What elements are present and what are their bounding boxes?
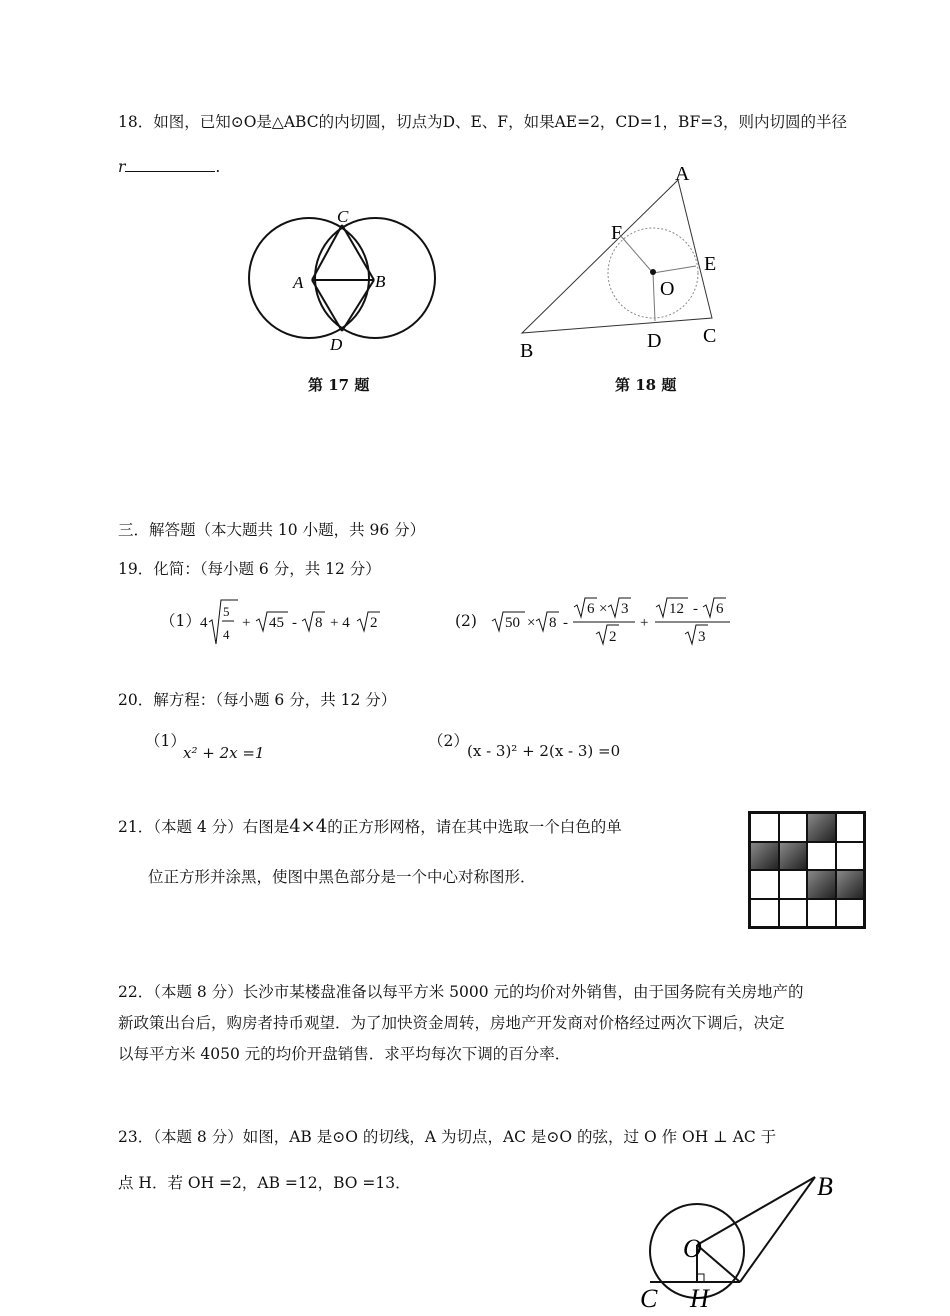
fig18-label-f: F	[611, 222, 623, 244]
q19-p2-number: (2)	[455, 612, 477, 630]
q21-line2: 位正方形并涂黑，使图中黑色部分是一个中心对称图形．	[148, 868, 536, 886]
q22-line1: 22．（本题 8 分）长沙市某楼盘准备以每平方米 5000 元的均价对外销售，由于国务院有关房地产的	[118, 983, 804, 1001]
answer-blank[interactable]	[125, 157, 215, 172]
fig23-label-h: H	[690, 1284, 709, 1313]
fig23-label-b: B	[817, 1172, 833, 1201]
fig18-label-a: A	[675, 163, 690, 185]
svg-text:8: 8	[315, 615, 323, 631]
q22-line2: 新政策出台后，购房者持币观望．为了加快资金周转，房地产开发商对价格经过两次下调后，决定	[118, 1014, 785, 1032]
grid-cell-white[interactable]	[836, 899, 865, 928]
grid-cell-black	[807, 870, 836, 899]
svg-text:4: 4	[200, 615, 208, 631]
svg-text:50: 50	[505, 615, 520, 631]
q20-p2-expression: (x - 3)² + 2(x - 3) =0	[467, 742, 621, 760]
svg-text:×: ×	[599, 601, 608, 617]
fig18-label-d: D	[647, 330, 662, 352]
q19-p2-expression	[490, 596, 750, 652]
square-grid-4x4	[748, 811, 866, 929]
q20-p1-number: （1）	[145, 732, 186, 750]
grid-cell-white[interactable]	[807, 899, 836, 928]
q19-p1-number: （1）	[160, 612, 201, 630]
svg-text:-: -	[292, 615, 297, 631]
q20-p1-expression: x² + 2x =1	[183, 744, 265, 762]
svg-text:6: 6	[587, 601, 595, 617]
svg-text:-: -	[563, 615, 568, 631]
svg-text:6: 6	[716, 601, 724, 617]
q22-line3: 以每平方米 4050 元的均价开盘销售．求平均每次下调的百分率．	[118, 1045, 571, 1063]
figure-18	[510, 155, 735, 365]
grid-cell-white[interactable]	[836, 842, 865, 871]
svg-text:4: 4	[223, 627, 230, 642]
grid-cell-white[interactable]	[779, 813, 808, 842]
fig18-label-c: C	[703, 325, 717, 347]
section3-title: 三．解答题（本大题共 10 小题，共 96 分）	[118, 521, 426, 539]
q23-line2: 点 H．若 OH =2，AB =12，BO =13．	[118, 1174, 411, 1192]
q18-r-label: r	[118, 158, 126, 176]
grid-cell-black	[750, 842, 779, 871]
q23-line1: 23．（本题 8 分）如图，AB 是⊙O 的切线，A 为切点，AC 是⊙O 的弦，过 O 作 OH ⊥ AC 于	[118, 1128, 777, 1146]
grid-cell-white[interactable]	[807, 842, 836, 871]
svg-text:2: 2	[370, 615, 378, 631]
svg-text:3: 3	[698, 629, 706, 645]
q18-answer-line	[118, 156, 220, 178]
grid-cell-black	[807, 813, 836, 842]
fig18-label-o: O	[660, 278, 675, 300]
q21-line1-a: 21．（本题 4 分）右图是	[118, 818, 290, 836]
grid-cell-white[interactable]	[750, 899, 779, 928]
grid-cell-black	[779, 842, 808, 871]
fig17-label-a: A	[293, 273, 304, 292]
grid-cell-black	[836, 870, 865, 899]
fig17-label-d: D	[330, 335, 343, 354]
svg-text:3: 3	[621, 601, 629, 617]
fig17-label-c: C	[337, 207, 349, 226]
q20-title: 20．解方程：（每小题 6 分，共 12 分）	[118, 691, 397, 709]
q18-text: 18．如图，已知⊙O是△ABC的内切圆，切点为D、E、F，如果AE=2，CD=1，BF=3，则内切圆的半径	[118, 113, 848, 131]
grid-cell-white[interactable]	[750, 813, 779, 842]
svg-text:5: 5	[223, 604, 230, 619]
q21-grid-size: 4×4	[289, 816, 328, 837]
q21-line1-b: 的正方形网格，请在其中选取一个白色的单	[327, 818, 622, 836]
fig18-caption: 第 18 题	[615, 376, 677, 394]
svg-text:12: 12	[669, 601, 684, 617]
fig23-label-o: O	[683, 1234, 702, 1263]
grid-cell-white[interactable]	[779, 899, 808, 928]
svg-text:×: ×	[527, 615, 536, 631]
svg-text:8: 8	[549, 615, 557, 631]
svg-text:45: 45	[269, 615, 284, 631]
q19-p1-expression	[198, 596, 398, 652]
q21-line1	[118, 816, 622, 838]
fig18-label-b: B	[520, 340, 534, 362]
fig18-label-e: E	[704, 253, 717, 275]
grid-cell-white[interactable]	[750, 870, 779, 899]
svg-text:+: +	[242, 615, 251, 631]
svg-text:2: 2	[609, 629, 617, 645]
svg-text:-: -	[693, 601, 698, 617]
figure-23	[635, 1165, 835, 1316]
q19-title: 19．化简：（每小题 6 分，共 12 分）	[118, 560, 381, 578]
q18-period: .	[215, 158, 221, 176]
grid-cell-white[interactable]	[836, 813, 865, 842]
q20-p2-number: （2）	[428, 732, 469, 750]
grid-cell-white[interactable]	[779, 870, 808, 899]
fig17-caption: 第 17 题	[308, 376, 370, 394]
svg-text:+ 4: + 4	[330, 615, 350, 631]
fig23-label-c: C	[640, 1284, 658, 1313]
figure-17	[240, 200, 450, 360]
fig17-label-b: B	[375, 272, 386, 291]
svg-text:+: +	[640, 615, 649, 631]
